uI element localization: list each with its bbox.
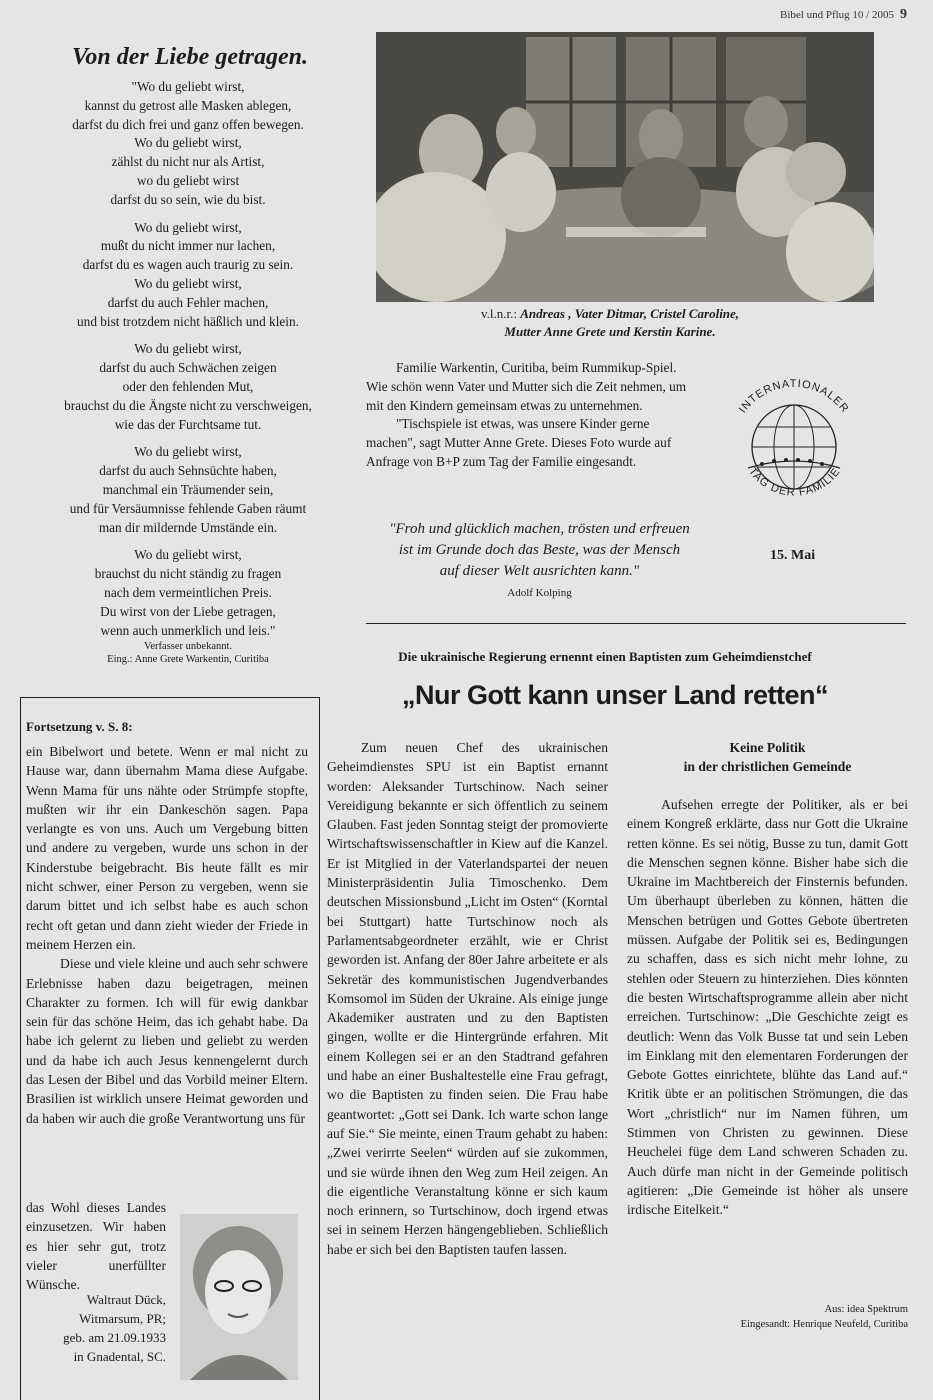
- poem-line: darfst du auch Fehler machen,: [107, 294, 269, 310]
- family-photo-image: [376, 32, 874, 302]
- poem-stanza: [18, 546, 358, 666]
- continuation-paragraph: ein Bibelwort und betete. Wenn er mal nicht zu Hause war, dann übernahm Mama diese Aufgabe. Wenn Mama für uns nähte oder Strümpfe stopfte, mußten wir ihr ein Dankeschön sagen. Papa verlangte es von uns. Auch um Vergebung bitten und andere zu vergeben, wurde uns schon in der Kinderstube beigebracht. Bis heute fällt es mir nicht schwer, einer Person zu vergeben, wenn sie darum bittet und ich selbst habe es auch schon recht oft getan und dann zieht wieder der Friede in meinem Herzen ein.: [26, 744, 308, 952]
- poem: [18, 78, 358, 675]
- poem-line: "Wo du geliebt wirst,: [131, 79, 245, 94]
- quote-author: Adolf Kolping: [507, 587, 572, 599]
- continuation-paragraph: das Wohl dieses Landes einzusetzen. Wir haben es hier sehr gut, trotz vieler unerfüllter Wünsche.: [26, 1200, 166, 1293]
- family-paragraph: Familie Warkentin, Curitiba, beim Rummikup-Spiel. Wie schön wenn Vater und Mutter sich die Zeit nehmen, um mit den Kindern gemeinsam etwas zu unternehmen.: [366, 360, 687, 413]
- running-title: Bibel und Pflug 10 / 2005: [780, 9, 894, 21]
- quote-line: "Froh und glücklich machen, trösten und erfreuen: [389, 521, 690, 537]
- photo-caption: [400, 305, 820, 340]
- poem-line: Du wirst von der Liebe getragen,: [100, 603, 276, 619]
- poem-line: manchmal ein Träumender sein,: [102, 481, 274, 497]
- family-photo: [376, 32, 874, 302]
- author-portrait: [180, 1214, 298, 1380]
- article-paragraph: Aufsehen erregte der Politiker, als er bei einem Kongreß erklärte, dass nur Gott die Ukraine retten könne. Es sei nötig, Busse zu tun, damit Gott die Menschen segnen könne. Bisher habe sich die Ukraine im Machtbereich der Finsternis befunden. Um überhaupt überleben zu können, hätten die Menschen betrügen und Gottes Gebote übertreten müssen. Aufgabe der Politik sei es, Bedingungen zu schaffen, dass es sich nicht mehr lohne, zu stehlen oder Steuern zu hinterziehen. Dies könnten die besten Wirtschaftsprogramme allein aber nicht erreichen. Turtschinow: „Die Geschichte zeigt es deutlich: Wenn das Volk Busse tat und sein Leben im Einklang mit den elementaren Forderungen der Gebote Gottes einrichtete, blühte das Land auf.“ Kritik übte er an politischen Strömungen, die das Wort „christlich“ nur im Namen führen, um Stimmen von Christen zu gewinnen. Diese Heuchelei füge dem Land schweren Schaden zu. Auch dürfe man nicht in der Gemeinde politisch agitieren: „Die Gemeinde ist höher als unsere irdische Eitelkeit.“: [627, 797, 908, 1218]
- caption-line-2: Mutter Anne Grete und Kerstin Karine.: [504, 323, 716, 339]
- poem-stanza: [18, 78, 358, 210]
- portrait-image: [180, 1214, 298, 1380]
- poem-line: darfst du so sein, wie du bist.: [110, 191, 266, 207]
- poem-stanza: [18, 219, 358, 332]
- source-line: Aus: idea Spektrum: [824, 1304, 908, 1315]
- poem-line: kannst du getrost alle Masken ablegen,: [84, 97, 292, 113]
- signature-name: Waltraut Dück,: [86, 1292, 166, 1307]
- poem-submitted-by: Eing.: Anne Grete Warkentin, Curitiba: [107, 654, 269, 666]
- poem-line: oder den fehlenden Mut,: [122, 378, 254, 394]
- submitted-line: Eingesandt: Henrique Neufeld, Curitiba: [740, 1319, 908, 1330]
- continuation-label: Fortsetzung v. S. 8:: [26, 719, 133, 734]
- page-header: [780, 7, 907, 23]
- poem-line: wo du geliebt wirst: [136, 172, 240, 188]
- family-day-logo: [722, 372, 867, 522]
- poem-line: brauchst du nicht ständig zu fragen: [94, 566, 282, 582]
- continuation-text: [26, 742, 308, 1128]
- poem-author-note: Verfasser unbekannt.: [143, 641, 233, 653]
- poem-stanza: [18, 443, 358, 537]
- poem-line: Wo du geliebt wirst,: [134, 135, 242, 151]
- logo-bottom-text: TAG DER FAMILIE: [746, 465, 843, 499]
- poem-line: darfst du auch Sehnsüchte haben,: [99, 463, 277, 479]
- poem-line: nach dem vermeintlichen Preis.: [104, 584, 272, 600]
- poem-line: Wo du geliebt wirst,: [134, 275, 242, 291]
- poem-line: zählst du nicht nur als Artist,: [111, 154, 265, 170]
- poem-line: darfst du dich frei und ganz offen bewegen.: [72, 116, 304, 132]
- kolping-quote: [357, 519, 722, 601]
- poem-line: Wo du geliebt wirst,: [134, 341, 242, 357]
- poem-line: darfst du es wagen auch traurig zu sein.: [82, 257, 294, 273]
- article-column-2: [627, 795, 908, 1220]
- family-day-date: 15. Mai: [770, 548, 816, 563]
- article-paragraph: Zum neuen Chef des ukrainischen Geheimdienstes SPU ist ein Baptist ernannt worden: Aleksander Turtschinow. Nach seiner Vereidigung bekannte er sich öffentlich zu seinem Glauben. Fast jeden Sonntag steigt der promovierte Wirtschaftswissenschaftler in Kiew auf die Kanzel. Er ist Mitglied in der Vaterlandspartei der neuen Ministerpräsidentin Julia Timoschenko. Dem deutschen Missionsbund „Licht im Osten“ (Korntal bei Stuttgart) hatte Turtschinow noch als Parlamentsabgeordneter erzählt, wie er Christ geworden ist. Anfang der 80er Jahre arbeitete er als Sekretär des kommunistischen Jugendverbandes Komsomol im Süden der Ukraine. Als einige junge Akademiker austraten und zu den Baptisten gingen, wollte er die Hintergründe erfahren. Mit einem Kollegen sei er an den Stadtrand gefahren und habe an einer Bushaltestelle eine Frau gefragt, wo die Baptisten zu finden seien. Die Frau habe geantwortet: „Gott sei Dank. Ich warte schon lange auf Sie.“ Sie meinte, einen Traum gehabt zu haben: „Zwei verirrte Seelen“ würden auf sie zukommen, und sie würde ihnen den Weg zum Heil zeigen. An die eigentliche Veranstaltung könne er sich kaum noch erinnern, so Turtschinow, doch irgend etwas sei in seinem Herzen hängengeblieben. Schließlich habe er sich bei den Baptisten taufen lassen.: [327, 740, 608, 1257]
- poem-line: Wo du geliebt wirst,: [134, 547, 242, 563]
- quote-line: ist im Grunde doch das Beste, was der Mensch: [398, 542, 681, 558]
- poem-line: man dir mildernde Umstände ein.: [98, 519, 278, 535]
- poem-line: mußt du nicht immer nur lachen,: [100, 238, 276, 254]
- signature-born-place: in Gnadental, SC.: [73, 1349, 166, 1364]
- poem-line: und für Versäumnisse fehlende Gaben räumt: [69, 500, 307, 516]
- poem-line: wie das der Furchtsame tut.: [114, 416, 262, 432]
- poem-line: brauchst du die Ängste nicht zu verschweigen,: [64, 397, 312, 413]
- poem-line: Wo du geliebt wirst,: [134, 219, 242, 235]
- poem-line: darfst du auch Schwächen zeigen: [99, 360, 277, 376]
- subhead-line-2: in der christlichen Gemeinde: [683, 759, 852, 774]
- article-column-1: [327, 738, 608, 1259]
- continuation-text-end: [26, 1198, 166, 1294]
- divider: [366, 623, 906, 624]
- continuation-paragraph: Diese und viele kleine und auch sehr schwere Erlebnisse haben dazu beigetragen, meinen Charakter zu formen. Ich will für ewig dankbar sein für das schöne Heim, das ich gehabt habe. Da habe ich gelernt zu lieben und geliebt zu werden und da habe ich auch Jesus kennengelernt durch das Lesen der Bibel und das Vorbild meiner Eltern. Brasilien ist wirklich unsere Heimat geworden und da haben wir auch die große Verantwortung uns für: [26, 956, 308, 1126]
- article-headline: „Nur Gott kann unser Land retten“: [401, 680, 829, 710]
- article-source: [627, 1302, 908, 1332]
- signature-born: geb. am 21.09.1933: [63, 1330, 166, 1345]
- article-subhead: [627, 738, 908, 776]
- family-paragraph: "Tischspiele ist etwas, was unsere Kinder gerne machen", sagt Mutter Anne Grete. Dieses Foto wurde auf Anfrage von B+P zum Tag der Familie eingesandt.: [366, 416, 672, 469]
- page-number: 9: [900, 7, 907, 22]
- poem-line: wenn auch unmerklich und leis.": [100, 622, 276, 638]
- subhead-line-1: Keine Politik: [729, 740, 806, 755]
- family-text: [366, 359, 690, 472]
- signature-place: Witmarsum, PR;: [79, 1311, 166, 1326]
- caption-prefix: v.l.n.r.:: [480, 306, 521, 321]
- author-signature: [26, 1290, 166, 1366]
- poem-line: und bist trotzdem nicht häßlich und klein.: [77, 313, 299, 329]
- article-kicker: Die ukrainische Regierung ernennt einen Baptisten zum Geheimdienstchef: [398, 649, 812, 664]
- poem-stanza: [18, 340, 358, 434]
- caption-line-1: Andreas , Vater Ditmar, Cristel Caroline,: [520, 306, 740, 321]
- quote-line: auf dieser Welt ausrichten kann.": [439, 563, 640, 579]
- logo-top-text: INTERNATIONALER: [736, 377, 852, 416]
- poem-title: Von der Liebe getragen.: [72, 44, 308, 70]
- poem-line: Wo du geliebt wirst,: [134, 444, 242, 460]
